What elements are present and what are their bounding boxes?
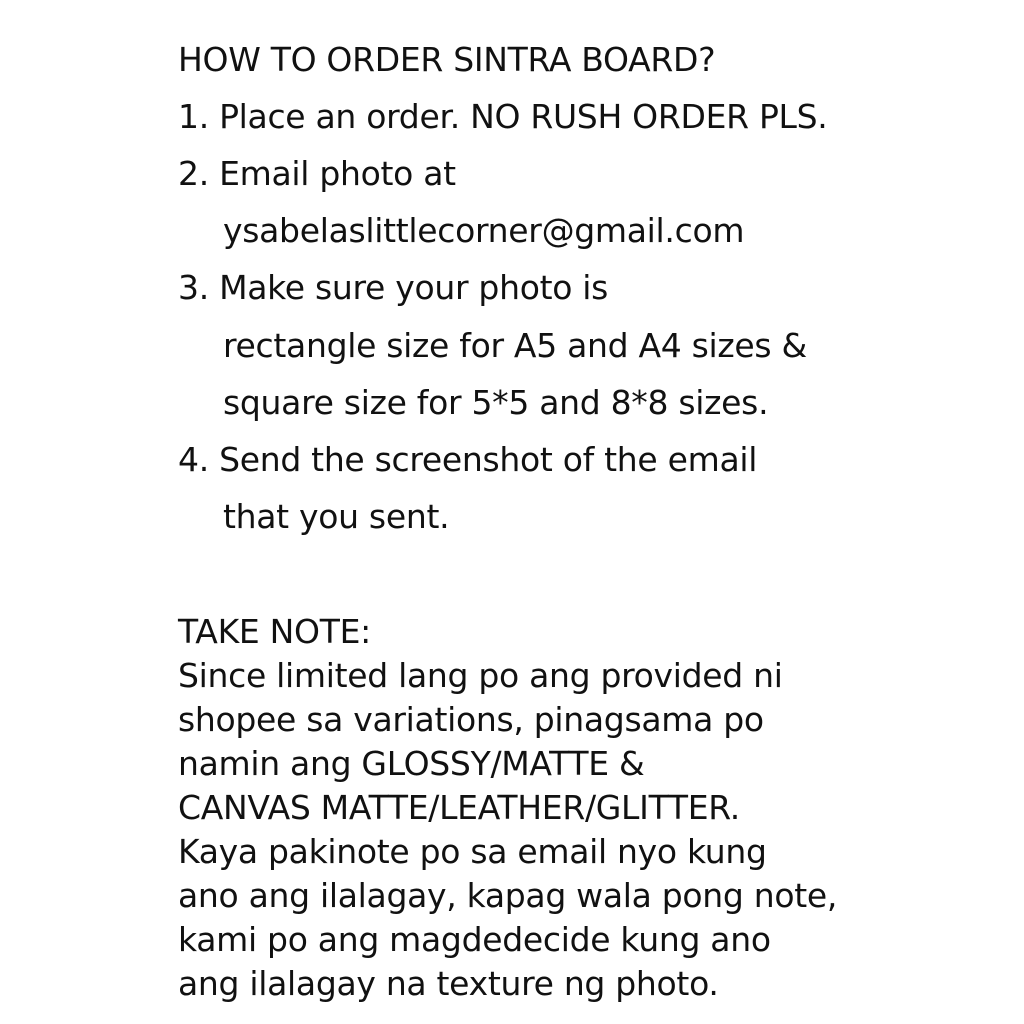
step-3-continued-1: rectangle size for A5 and A4 sizes & [223, 326, 807, 365]
note-line: ano ang ilalagay, kapag wala pong note, [178, 876, 838, 915]
step-2: 2. Email photo at [178, 154, 456, 193]
step-1: 1. Place an order. NO RUSH ORDER PLS. [178, 97, 828, 136]
step-3: 3. Make sure your photo is [178, 268, 609, 307]
note-line: shopee sa variations, pinagsama po [178, 700, 764, 739]
step-2-email: ysabelaslittlecorner@gmail.com [223, 211, 745, 250]
step-4: 4. Send the screenshot of the email [178, 440, 758, 479]
step-3-continued-2: square size for 5*5 and 8*8 sizes. [223, 383, 769, 422]
note-line: ang ilalagay na texture ng photo. [178, 964, 719, 1003]
note-line: Kaya pakinote po sa email nyo kung [178, 832, 767, 871]
note-line: CANVAS MATTE/LEATHER/GLITTER. [178, 788, 740, 827]
take-note-heading: TAKE NOTE: [178, 612, 371, 651]
step-4-continued: that you sent. [223, 497, 450, 536]
note-line: Since limited lang po ang provided ni [178, 656, 783, 695]
note-line: namin ang GLOSSY/MATTE & [178, 744, 645, 783]
order-heading: HOW TO ORDER SINTRA BOARD? [178, 40, 716, 79]
note-line: kami po ang magdedecide kung ano [178, 920, 771, 959]
